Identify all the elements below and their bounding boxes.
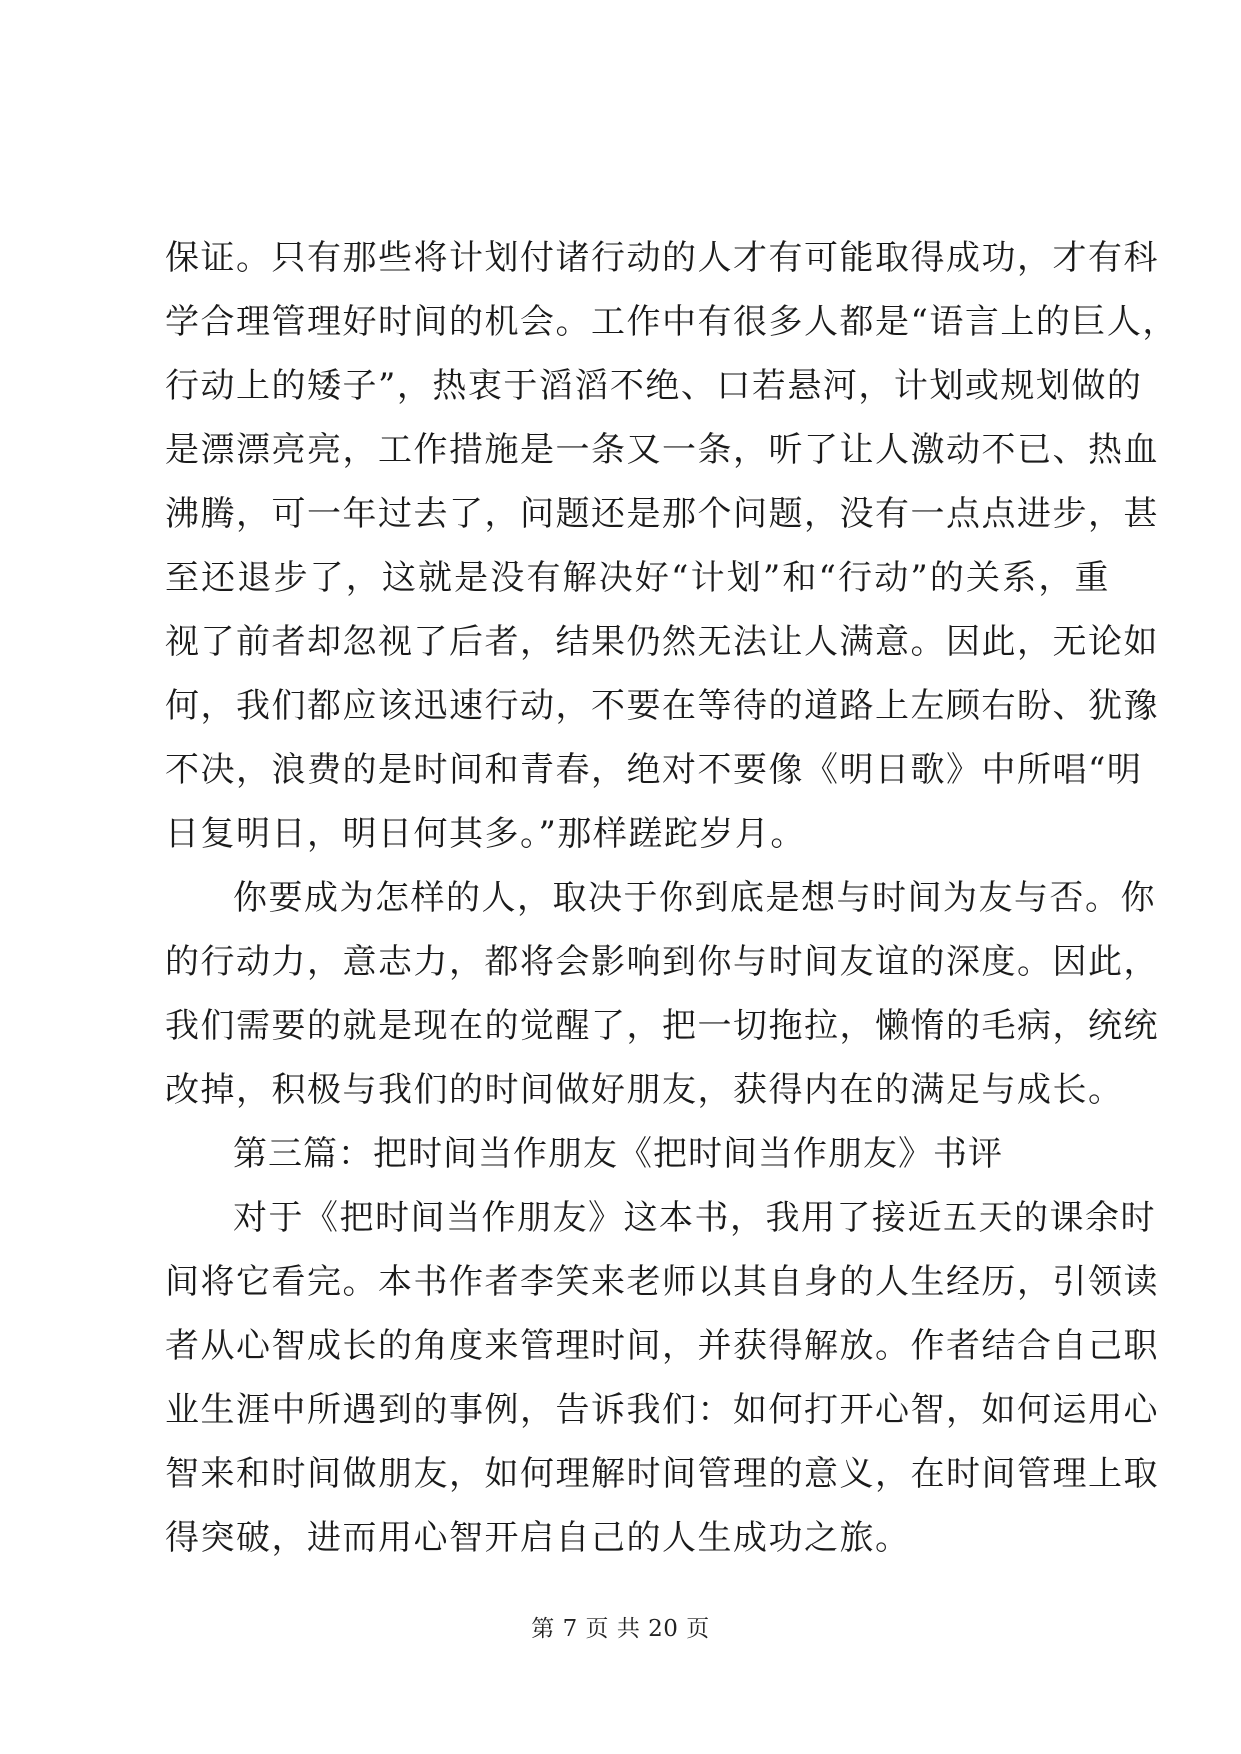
text-line: 沸腾，可一年过去了，问题还是那个问题，没有一点点进步，甚 [165, 494, 1159, 534]
text-line: 日复明日，明日何其多。”那样蹉跎岁月。 [165, 814, 806, 854]
text-line: 改掉，积极与我们的时间做好朋友，获得内在的满足与成长。 [165, 1070, 1124, 1110]
section-heading: 第三篇：把时间当作朋友《把时间当作朋友》书评 [233, 1134, 1003, 1174]
paragraph-3 [165, 1186, 1159, 1570]
text-line: 视了前者却忽视了后者，结果仍然无法让人满意。因此，无论如 [165, 622, 1159, 662]
text-line: 学合理管理好时间的机会。工作中有很多人都是“语言上的巨人， [165, 302, 1178, 342]
text-line: 至还退步了，这就是没有解决好“计划”和“行动”的关系，重 [165, 558, 1110, 598]
page-number-footer: 第 7 页 共 20 页 [531, 1616, 710, 1642]
text-line: 对于《把时间当作朋友》这本书，我用了接近五天的课余时 [233, 1198, 1156, 1238]
text-line: 我们需要的就是现在的觉醒了，把一切拖拉，懒惰的毛病，统统 [165, 1006, 1159, 1046]
text-line: 你要成为怎样的人，取决于你到底是想与时间为友与否。你 [233, 878, 1156, 918]
text-line: 不决，浪费的是时间和青春，绝对不要像《明日歌》中所唱“明 [165, 750, 1143, 790]
paragraph-2 [165, 866, 1159, 1122]
text-line: 者从心智成长的角度来管理时间，并获得解放。作者结合自己职 [165, 1326, 1159, 1366]
text-line: 得突破，进而用心智开启自己的人生成功之旅。 [165, 1518, 911, 1558]
text-line: 间将它看完。本书作者李笑来老师以其自身的人生经历，引领读 [165, 1262, 1159, 1302]
text-line: 的行动力，意志力，都将会影响到你与时间友谊的深度。因此， [165, 942, 1159, 982]
text-line: 智来和时间做朋友，如何理解时间管理的意义，在时间管理上取 [165, 1454, 1159, 1494]
text-line: 是漂漂亮亮，工作措施是一条又一条，听了让人激动不已、热血 [165, 430, 1159, 470]
body-text [165, 226, 1178, 1570]
text-line: 业生涯中所遇到的事例，告诉我们：如何打开心智，如何运用心 [165, 1390, 1159, 1430]
text-line: 行动上的矮子”，热衷于滔滔不绝、口若悬河，计划或规划做的 [165, 366, 1143, 406]
text-line: 何，我们都应该迅速行动，不要在等待的道路上左顾右盼、犹豫 [165, 686, 1159, 726]
paragraph-1 [165, 226, 1178, 866]
text-line: 保证。只有那些将计划付诸行动的人才有可能取得成功，才有科 [165, 238, 1159, 278]
